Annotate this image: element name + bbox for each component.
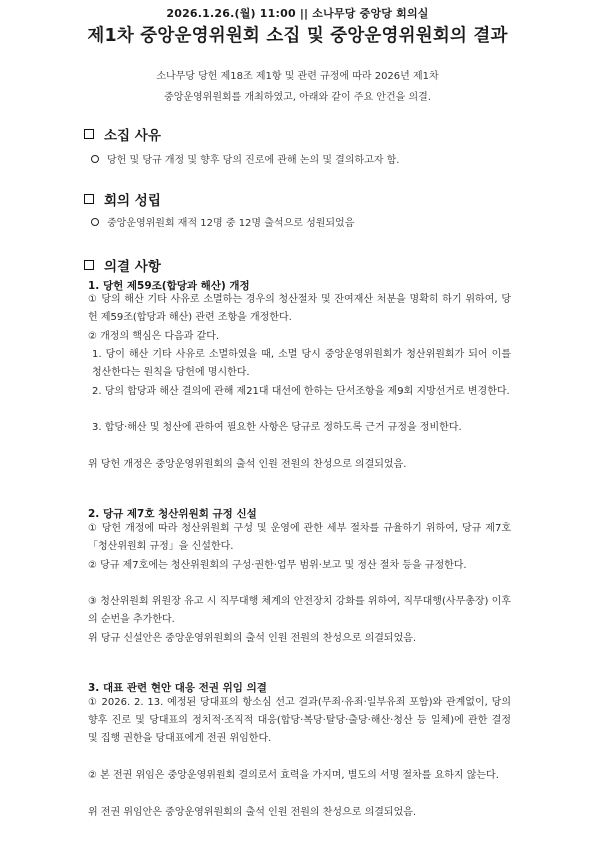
section-heading-convocation bbox=[84, 124, 161, 144]
resolution-2-result: 위 당규 신설안은 중앙운영위원회의 출석 인원 전원의 찬성으로 의결되었음. bbox=[88, 633, 417, 644]
intro-paragraph bbox=[90, 66, 505, 108]
bullet-text: 당헌 및 당규 개정 및 향후 당의 진로에 관해 논의 및 결의하고자 함. bbox=[107, 155, 400, 166]
bullet-text: 중앙운영위원회 재적 12명 중 12명 출석으로 성원되었음 bbox=[107, 218, 355, 229]
resolution-3-result: 위 전권 위임안은 중앙운영위원회의 출석 인원 전원의 찬성으로 의결되었음. bbox=[88, 807, 417, 818]
intro-line-2: 중앙운영위원회를 개최하였고, 아래와 같이 주요 안건을 의결. bbox=[164, 92, 431, 103]
section-heading-label: 소집 사유 bbox=[104, 128, 161, 144]
page-title: 제1차 중앙운영위원회 소집 및 중앙운영위원회의 결과 bbox=[87, 26, 508, 46]
meeting-info-line: 2026.1.26.(월) 11:00 || 소나무당 중앙당 회의실 bbox=[166, 7, 429, 20]
section-heading-resolutions bbox=[84, 255, 161, 275]
section-heading-quorum bbox=[84, 189, 161, 209]
resolution-2-clause-3: ③ 청산위원회 위원장 유고 시 직무대행 체계의 안전장치 강화를 위하여, 직무대행(사무총장) 이후의 순번을 추가한다. bbox=[88, 596, 511, 626]
resolution-1-clause-2: ② 개정의 핵심은 다음과 같다. bbox=[88, 331, 220, 342]
resolution-1-point-3: 3. 합당·해산 및 청산에 관하여 필요한 사항은 당규로 정하도록 근거 규정을 정비한다. bbox=[92, 422, 462, 433]
resolution-title-1: 1. 당헌 제59조(합당과 해산) 개정 bbox=[88, 280, 250, 292]
circle-bullet-icon bbox=[91, 218, 99, 226]
circle-bullet-icon bbox=[91, 155, 99, 163]
square-bullet-icon bbox=[84, 194, 94, 204]
square-bullet-icon bbox=[84, 260, 94, 270]
resolution-1-result: 위 당헌 개정은 중앙운영위원회의 출석 인원 전원의 찬성으로 의결되었음. bbox=[88, 459, 407, 470]
resolution-title-2: 2. 당규 제7호 청산위원회 규정 신설 bbox=[88, 508, 257, 520]
resolution-2-clause-2: ② 당규 제7호에는 청산위원회의 구성·권한·업무 범위·보고 및 정산 절차 등을 규정한다. bbox=[88, 560, 467, 571]
intro-line-1: 소나무당 당헌 제18조 제1항 및 관련 규정에 따라 2026년 제1차 bbox=[156, 71, 439, 82]
convocation-reason bbox=[91, 151, 399, 166]
resolution-1-point-2: 2. 당의 합당과 해산 결의에 관해 제21대 대선에 한하는 단서조항을 제9회 지방선거로 변경한다. bbox=[92, 386, 510, 397]
resolution-2-clause-1: ① 당헌 개정에 따라 청산위원회 구성 및 운영에 관한 세부 절차를 규율하기 위하여, 당규 제7호「청산위원회 규정」을 신설한다. bbox=[88, 523, 511, 553]
section-heading-label: 의결 사항 bbox=[104, 259, 161, 275]
resolution-1-point-1: 1. 당이 해산 기타 사유로 소멸하였을 때, 소멸 당시 중앙운영위원회가 청산위원회가 되어 이를 청산한다는 원칙을 당헌에 명시한다. bbox=[92, 349, 511, 379]
quorum-statement bbox=[91, 214, 354, 229]
resolution-1-clause-1: ① 당의 해산 기타 사유로 소멸하는 경우의 청산절차 및 잔여재산 처분을 명확히 하기 위하여, 당헌 제59조(합당과 해산) 관련 조항을 개정한다. bbox=[88, 294, 511, 324]
resolution-3-clause-2: ② 본 전권 위임은 중앙운영위원회 결의로서 효력을 가지며, 별도의 서명 절차를 요하지 않는다. bbox=[88, 770, 499, 781]
section-heading-label: 회의 성립 bbox=[104, 193, 161, 209]
square-bullet-icon bbox=[84, 129, 94, 139]
resolution-title-3: 3. 대표 관련 현안 대응 전권 위임 의결 bbox=[88, 682, 267, 694]
resolution-3-clause-1: ① 2026. 2. 13. 예정된 당대표의 항소심 선고 결과(무죄·유죄·일부유죄 포함)와 관계없이, 당의 향후 진로 및 당대표의 정치적·조직적 대응(합당·복당·탈당·출당·해산·청산 등 일체)에 관한 결정 및 집행 권한을 당대표에게 전권 위임한다. bbox=[88, 697, 511, 745]
